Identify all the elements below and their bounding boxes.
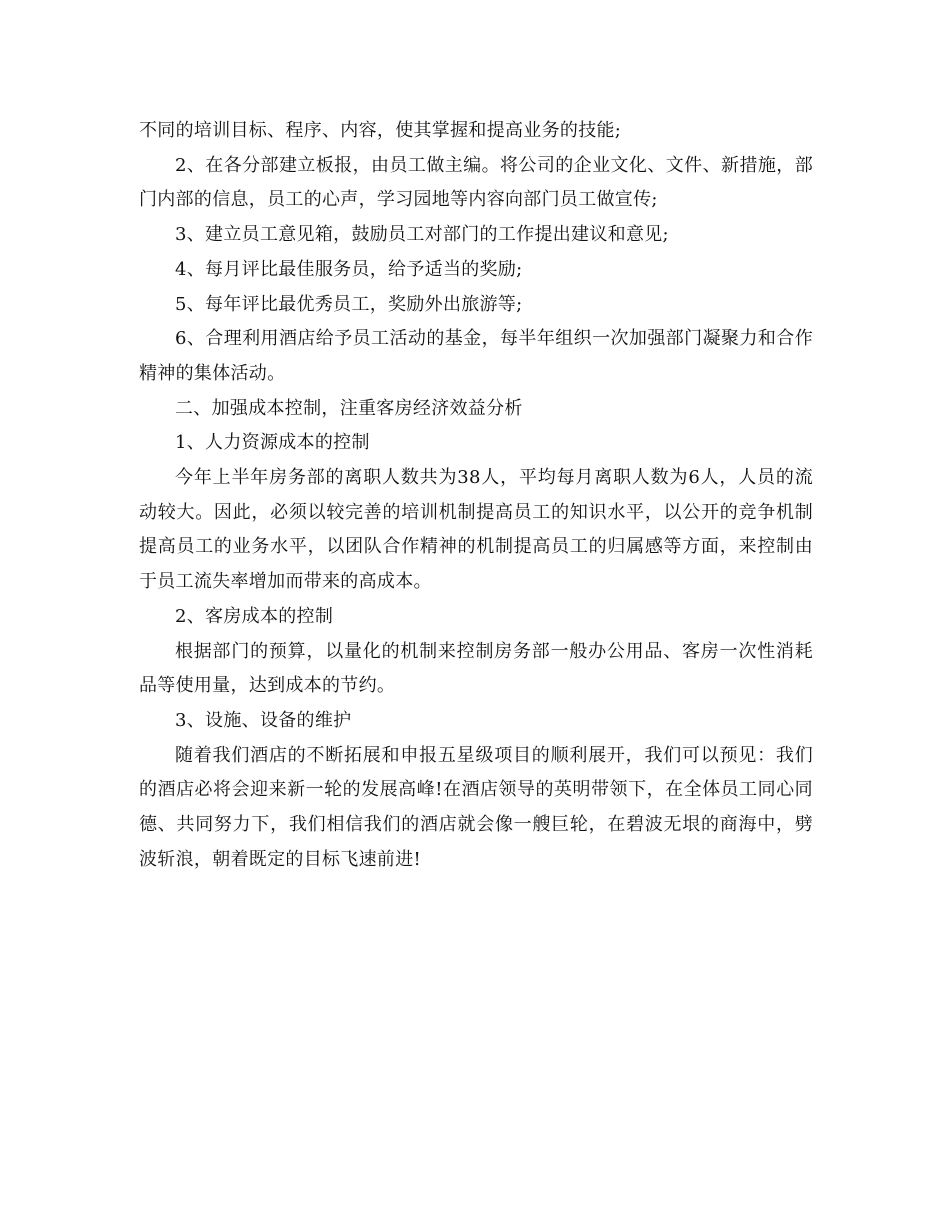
paragraph-3: 3、建立员工意见箱，鼓励员工对部门的工作提出建议和意见; (175, 224, 669, 246)
paragraph-6: 6、合理利用酒店给予员工活动的基金，每半年组织一次加强部门凝聚力和合作精神的集体活动。 (139, 328, 813, 384)
subheading-hr-cost: 1、人力资源成本的控制 (175, 432, 370, 454)
document-body (139, 114, 813, 877)
paragraph-conclusion: 随着我们酒店的不断拓展和申报五星级项目的顺利展开，我们可以预见：我们的酒店必将会迎来新一轮的发展高峰!在酒店领导的英明带领下，在全体员工同心同德、共同努力下，我们相信我们的酒店就会像一艘巨轮，在碧波无垠的商海中，劈波斩浪，朝着既定的目标飞速前进! (139, 744, 813, 870)
subheading-room-cost: 2、客房成本的控制 (175, 605, 334, 627)
section-heading-cost-control: 二、加强成本控制，注重客房经济效益分析 (175, 397, 523, 419)
paragraph-hr-cost: 今年上半年房务部的离职人数共为38人，平均每月离职人数为6人，人员的流动较大。因此，必须以较完善的培训机制提高员工的知识水平，以公开的竞争机制提高员工的业务水平，以团队合作精神的机制提高员工的归属感等方面，来控制由于员工流失率增加而带来的高成本。 (139, 467, 813, 593)
subheading-facility-maintenance: 3、设施、设备的维护 (175, 709, 352, 731)
paragraph-2: 2、在各分部建立板报，由员工做主编。将公司的企业文化、文件、新措施，部门内部的信息，员工的心声，学习园地等内容向部门员工做宣传; (139, 154, 813, 211)
paragraph-5: 5、每年评比最优秀员工，奖励外出旅游等; (175, 293, 523, 315)
paragraph-room-cost: 根据部门的预算，以量化的机制来控制房务部一般办公用品、客房一次性消耗品等使用量，达到成本的节约。 (139, 640, 813, 697)
paragraph-4: 4、每月评比最佳服务员，给予适当的奖励; (175, 258, 523, 280)
paragraph-1: 不同的培训目标、程序、内容，使其掌握和提高业务的技能; (139, 120, 622, 141)
